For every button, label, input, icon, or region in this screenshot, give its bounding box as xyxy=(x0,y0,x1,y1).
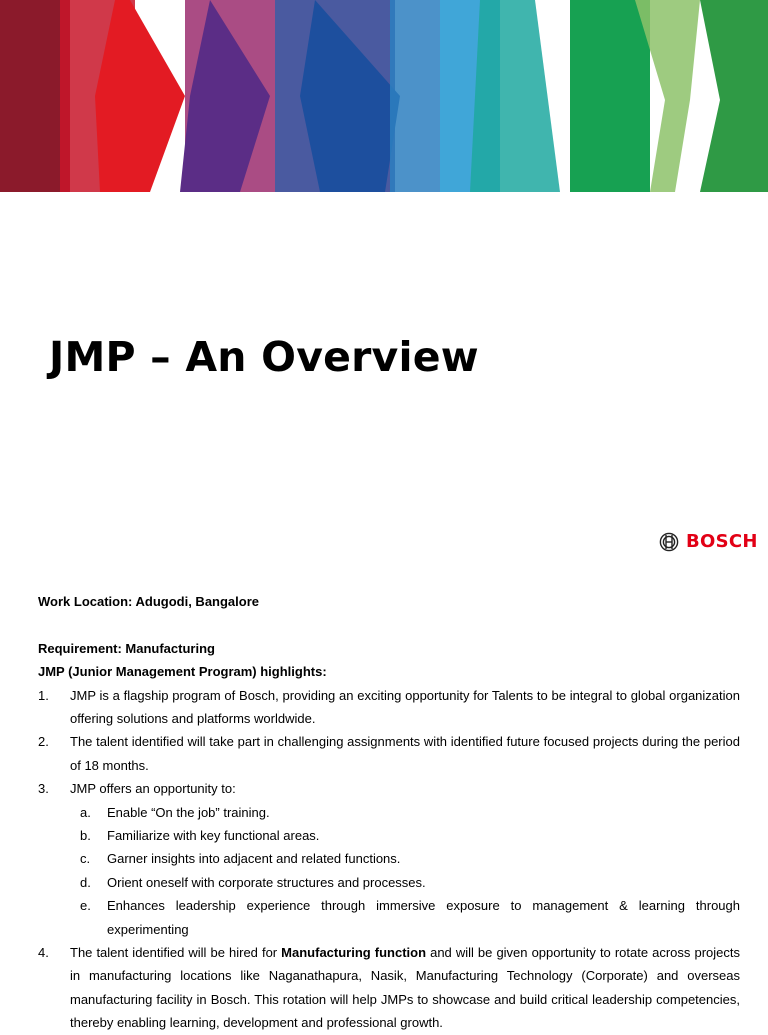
list-number: 2. xyxy=(38,734,49,750)
list-item xyxy=(38,777,740,800)
sub-list-text: Garner insights into adjacent and related functions. xyxy=(107,851,401,867)
work-location: Work Location: Adugodi, Bangalore xyxy=(38,594,259,609)
sub-list-item xyxy=(38,801,740,824)
list-text: JMP offers an opportunity to: xyxy=(70,781,236,797)
sub-list-text: Enhances leadership experience through immersive exposure to management & learning through experimenting xyxy=(107,898,740,937)
job-description xyxy=(38,590,740,1035)
banner-band xyxy=(570,0,650,192)
sub-list-item xyxy=(38,871,740,894)
banner-band xyxy=(0,0,70,192)
requirement: Requirement: Manufacturing xyxy=(38,640,215,656)
sub-list-item xyxy=(38,894,740,941)
list-item xyxy=(38,941,740,1035)
sub-list-item xyxy=(38,824,740,847)
bosch-logo-text: BOSCH xyxy=(686,531,758,552)
list-number: 3. xyxy=(38,781,49,797)
sub-list-text: Familiarize with key functional areas. xyxy=(107,828,320,844)
list-item xyxy=(38,730,740,777)
manufacturing-function-highlight: Manufacturing function xyxy=(281,945,427,961)
list-number: 1. xyxy=(38,687,49,703)
list-text: JMP is a flagship program of Bosch, providing an exciting opportunity for Talents to be integral to global organization offering solutions and platforms worldwide. xyxy=(70,687,740,727)
banner-band xyxy=(470,0,560,192)
sub-list-letter: c. xyxy=(80,851,91,867)
bosch-armature-icon xyxy=(659,532,679,552)
sub-list-letter: d. xyxy=(80,874,91,890)
list-text-part: and will be given opportunity to rotate across projects in manufacturing locations like Naganathapura, Nasik, Manufacturing Technology (Corporate) and overseas manufacturing facility in Bosch. This rotation will help JMPs to showcase and build critical leadership competencies, thereby enabling learning, development and professional growth. xyxy=(70,945,740,1031)
page-title: JMP – An Overview xyxy=(49,333,479,381)
sub-list-text: Enable “On the job” training. xyxy=(107,804,270,820)
header-banner xyxy=(0,0,768,192)
list-text: The talent identified will take part in challenging assignments with identified future focused projects during the period of 18 months. xyxy=(70,734,740,773)
highlights-heading: JMP (Junior Management Program) highlights: xyxy=(38,664,327,680)
list-number: 4. xyxy=(38,945,49,961)
sub-list-letter: e. xyxy=(80,898,91,914)
list-item xyxy=(38,684,740,731)
list-text-part: The talent identified will be hired for xyxy=(70,945,282,961)
list-text xyxy=(70,941,740,1035)
sub-list-text: Orient oneself with corporate structures and processes. xyxy=(107,874,426,890)
banner-graphic xyxy=(0,0,768,192)
sub-list-letter: b. xyxy=(80,828,91,844)
bosch-logo xyxy=(659,531,758,552)
banner-band xyxy=(700,0,768,192)
sub-list-item xyxy=(38,847,740,870)
sub-list-letter: a. xyxy=(80,804,91,820)
